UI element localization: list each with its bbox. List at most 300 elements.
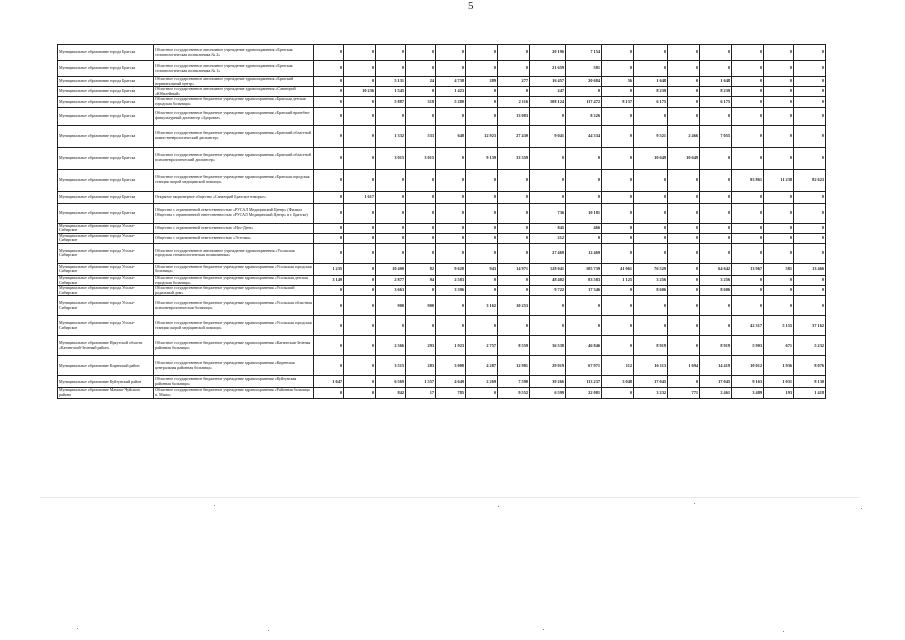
value-cell: 0 <box>466 233 498 243</box>
value-cell: 0 <box>498 286 530 296</box>
value-cell: 0 <box>344 275 376 285</box>
value-cell: 0 <box>668 87 700 97</box>
value-cell: 0 <box>732 97 764 107</box>
value-cell: 0 <box>602 87 634 97</box>
value-cell: 0 <box>530 169 566 191</box>
value-cell: 128 041 <box>530 263 566 275</box>
value-cell: 8 919 <box>634 336 668 356</box>
value-cell: 0 <box>566 233 602 243</box>
value-cell: 6 599 <box>530 388 566 398</box>
value-cell: 0 <box>314 61 344 77</box>
municipality-cell: Муниципальное образование города Братска <box>58 77 154 87</box>
value-cell: 0 <box>794 203 826 223</box>
value-cell: 0 <box>314 125 344 147</box>
value-cell: 27 469 <box>530 243 566 263</box>
value-cell: 1 332 <box>376 125 406 147</box>
value-cell: 10 649 <box>634 147 668 169</box>
value-cell: 0 <box>566 147 602 169</box>
value-cell: 0 <box>794 275 826 285</box>
value-cell: 0 <box>668 45 700 61</box>
value-cell: 0 <box>700 61 732 77</box>
value-cell: 0 <box>498 203 530 223</box>
value-cell: 0 <box>794 296 826 316</box>
municipality-cell: Муниципальное образование города Усолье-Сибирское <box>58 286 154 296</box>
value-cell: 0 <box>794 107 826 125</box>
organization-cell: Областное государственное бюджетное учреждение здравоохранения «Киренская центральная районная больница» <box>154 356 314 376</box>
value-cell: 0 <box>344 77 376 87</box>
value-cell: 12 469 <box>566 243 602 263</box>
value-cell: 0 <box>602 243 634 263</box>
value-cell: 0 <box>602 316 634 336</box>
table-row <box>58 376 826 388</box>
table-row <box>58 191 826 203</box>
value-cell: 0 <box>668 77 700 87</box>
value-cell: 0 <box>794 45 826 61</box>
value-cell: 0 <box>566 191 602 203</box>
municipality-cell: Муниципальное образование города Усолье-Сибирское <box>58 316 154 336</box>
value-cell: 0 <box>602 296 634 316</box>
value-cell: 1 418 <box>794 388 826 398</box>
value-cell: 82 <box>406 263 436 275</box>
value-cell: 0 <box>466 87 498 97</box>
value-cell: 5 280 <box>436 97 466 107</box>
value-cell: 3 663 <box>376 286 406 296</box>
value-cell: 0 <box>764 296 794 316</box>
organization-cell: Общество с ограниченной ответственностью «РУСАЛ Медицинский Центр» (Филиал Общества с ограниченной ответственностью «РУСАЛ Медицинский Центр» в г. Братске) <box>154 203 314 223</box>
value-cell: 17 346 <box>566 286 602 296</box>
value-cell: 20 684 <box>566 77 602 87</box>
municipality-cell: Муниципальное образование Мамско-Чуйского района <box>58 388 154 398</box>
value-cell: 0 <box>732 223 764 233</box>
value-cell: 0 <box>376 45 406 61</box>
value-cell: 0 <box>794 87 826 97</box>
value-cell: 0 <box>406 87 436 97</box>
value-cell: 3 515 <box>376 356 406 376</box>
value-cell: 0 <box>406 316 436 336</box>
value-cell: 0 <box>732 203 764 223</box>
value-cell: 0 <box>436 233 466 243</box>
value-cell: 0 <box>602 336 634 356</box>
value-cell: 0 <box>668 296 700 316</box>
value-cell: 0 <box>634 61 668 77</box>
value-cell: 581 <box>764 263 794 275</box>
value-cell: 10 400 <box>376 263 406 275</box>
value-cell: 0 <box>344 336 376 356</box>
value-cell: 0 <box>764 107 794 125</box>
value-cell: 0 <box>602 388 634 398</box>
value-cell: 13 967 <box>732 263 764 275</box>
value-cell: 0 <box>732 125 764 147</box>
value-cell: 943 <box>466 263 498 275</box>
value-cell: 293 <box>406 336 436 356</box>
organization-cell: Областное государственное бюджетное учреждение здравоохранения «Усольская областная психоневрологическая больница» <box>154 296 314 316</box>
value-cell: 1 648 <box>700 77 732 87</box>
value-cell: 0 <box>376 243 406 263</box>
value-cell: 112 <box>602 356 634 376</box>
value-cell: 0 <box>794 77 826 87</box>
municipality-cell: Муниципальное образование города Усолье-Сибирское <box>58 233 154 243</box>
municipality-cell: Муниципальное образование города Братска <box>58 125 154 147</box>
value-cell: 3 489 <box>732 388 764 398</box>
value-cell: 44 334 <box>566 125 602 147</box>
municipality-cell: Муниципальное образование города Усолье-Сибирское <box>58 275 154 285</box>
organization-cell: Областное государственное бюджетное учреждение здравоохранения «Районная больница п. Мама» <box>154 388 314 398</box>
value-cell: 29 919 <box>530 356 566 376</box>
value-cell: 0 <box>794 191 826 203</box>
value-cell: 0 <box>668 97 700 107</box>
value-cell: 2 116 <box>498 97 530 107</box>
value-cell: 0 <box>466 107 498 125</box>
value-cell: 581 <box>566 61 602 77</box>
value-cell: 2 757 <box>466 336 498 356</box>
value-cell: 0 <box>732 107 764 125</box>
value-cell: 0 <box>794 243 826 263</box>
value-cell: 33 359 <box>498 147 530 169</box>
value-cell: 2 461 <box>700 388 732 398</box>
value-cell: 0 <box>344 233 376 243</box>
value-cell: 0 <box>344 376 376 388</box>
value-cell: 0 <box>602 45 634 61</box>
value-cell: 0 <box>794 286 826 296</box>
value-cell: 0 <box>732 275 764 285</box>
value-cell: 0 <box>406 61 436 77</box>
value-cell: 0 <box>344 203 376 223</box>
table-row <box>58 77 826 87</box>
value-cell: 1 694 <box>668 356 700 376</box>
value-cell: 14 419 <box>700 356 732 376</box>
value-cell: 17 045 <box>634 376 668 388</box>
value-cell: 0 <box>314 203 344 223</box>
value-cell: 0 <box>466 388 498 398</box>
organization-cell: Областное государственное бюджетное учреждение здравоохранения «Братский врачебно-физкультурный диспансер «Здоровье» <box>154 107 314 125</box>
value-cell: 108 124 <box>530 97 566 107</box>
value-cell: 0 <box>498 233 530 243</box>
value-cell: 3 256 <box>634 275 668 285</box>
value-cell: 39 266 <box>530 376 566 388</box>
table-row <box>58 147 826 169</box>
value-cell: 0 <box>314 77 344 87</box>
value-cell: 0 <box>314 191 344 203</box>
value-cell: 0 <box>344 296 376 316</box>
value-cell: 0 <box>530 296 566 316</box>
value-cell: 8 239 <box>700 87 732 97</box>
municipality-cell: Муниципальное образование города Усолье-Сибирское <box>58 223 154 233</box>
value-cell: 0 <box>376 107 406 125</box>
value-cell: 0 <box>344 356 376 376</box>
value-cell: 9 139 <box>466 147 498 169</box>
organization-cell: Областное государственное автономное учреждение здравоохранения «Усольская городская стоматологическая поликлиника» <box>154 243 314 263</box>
value-cell: 105 739 <box>566 263 602 275</box>
value-cell: 0 <box>466 275 498 285</box>
value-cell: 0 <box>498 87 530 97</box>
value-cell: 10 012 <box>732 356 764 376</box>
value-cell: 0 <box>498 243 530 263</box>
value-cell: 8 606 <box>634 286 668 296</box>
value-cell: 4 649 <box>436 376 466 388</box>
municipality-cell: Муниципальное образование города Братска <box>58 147 154 169</box>
value-cell: 0 <box>732 243 764 263</box>
value-cell: 0 <box>376 233 406 243</box>
value-cell: 1 235 <box>314 263 344 275</box>
value-cell: 8 130 <box>794 376 826 388</box>
value-cell: 117 472 <box>566 97 602 107</box>
value-cell: 9 521 <box>634 125 668 147</box>
value-cell: 16 113 <box>634 356 668 376</box>
data-table <box>57 44 826 399</box>
value-cell: 4 287 <box>466 356 498 376</box>
value-cell: 0 <box>436 203 466 223</box>
value-cell: 64 642 <box>700 263 732 275</box>
value-cell: 5 903 <box>732 336 764 356</box>
value-cell: 113 237 <box>566 376 602 388</box>
value-cell: 0 <box>634 223 668 233</box>
value-cell: 0 <box>764 233 794 243</box>
organization-cell: Областное государственное бюджетное учреждение здравоохранения «Усольская детская городская больница» <box>154 275 314 285</box>
value-cell: 12 981 <box>498 356 530 376</box>
value-cell: 0 <box>602 286 634 296</box>
value-cell: 0 <box>764 77 794 87</box>
value-cell: 42 317 <box>732 316 764 336</box>
organization-cell: Областное государственное бюджетное учреждение здравоохранения «Усольский родильный дом» <box>154 286 314 296</box>
value-cell: 5 131 <box>376 77 406 87</box>
value-cell: 6 175 <box>700 97 732 107</box>
value-cell: 0 <box>732 147 764 169</box>
value-cell: 0 <box>668 376 700 388</box>
value-cell: 37 162 <box>794 316 826 336</box>
value-cell: 0 <box>314 97 344 107</box>
value-cell: 41 061 <box>602 263 634 275</box>
value-cell: 82 623 <box>794 169 826 191</box>
table-row <box>58 169 826 191</box>
value-cell: 0 <box>530 107 566 125</box>
value-cell: 0 <box>700 203 732 223</box>
table-row <box>58 316 826 336</box>
value-cell: 0 <box>344 169 376 191</box>
value-cell: 0 <box>634 169 668 191</box>
value-cell: 9 041 <box>530 125 566 147</box>
value-cell: 0 <box>436 243 466 263</box>
value-cell: 277 <box>498 77 530 87</box>
value-cell: 0 <box>602 223 634 233</box>
value-cell: 1 031 <box>764 376 794 388</box>
value-cell: 0 <box>794 61 826 77</box>
value-cell: 0 <box>764 275 794 285</box>
value-cell: 0 <box>314 296 344 316</box>
value-cell: 0 <box>344 107 376 125</box>
value-cell: 0 <box>314 107 344 125</box>
value-cell: 0 <box>668 286 700 296</box>
value-cell: 0 <box>436 296 466 316</box>
value-cell: 0 <box>700 296 732 316</box>
value-cell: 0 <box>466 203 498 223</box>
value-cell: 0 <box>466 61 498 77</box>
value-cell: 0 <box>376 191 406 203</box>
value-cell: 0 <box>314 169 344 191</box>
scan-dot <box>77 628 78 629</box>
value-cell: 10 649 <box>668 147 700 169</box>
value-cell: 0 <box>436 45 466 61</box>
municipality-cell: Муниципальное образование города Усолье-Сибирское <box>58 243 154 263</box>
value-cell: 8 919 <box>700 336 732 356</box>
value-cell: 36 538 <box>530 336 566 356</box>
value-cell: 0 <box>498 61 530 77</box>
value-cell: 9 628 <box>436 263 466 275</box>
table-row <box>58 388 826 398</box>
value-cell: 0 <box>436 107 466 125</box>
value-cell: 0 <box>314 286 344 296</box>
value-cell: 0 <box>314 316 344 336</box>
value-cell: 0 <box>700 147 732 169</box>
value-cell: 1 648 <box>634 77 668 87</box>
municipality-cell: Муниципальное образование города Братска <box>58 169 154 191</box>
value-cell: 0 <box>466 45 498 61</box>
value-cell: 247 <box>530 87 566 97</box>
value-cell: 17 <box>406 388 436 398</box>
value-cell: 0 <box>344 125 376 147</box>
value-cell: 0 <box>764 125 794 147</box>
value-cell: 0 <box>314 233 344 243</box>
value-cell: 0 <box>668 169 700 191</box>
table-row <box>58 203 826 223</box>
value-cell: 193 <box>764 388 794 398</box>
value-cell: 0 <box>314 243 344 263</box>
table-row <box>58 45 826 61</box>
value-cell: 0 <box>634 191 668 203</box>
value-cell: 0 <box>498 191 530 203</box>
value-cell: 900 <box>406 296 436 316</box>
value-cell: 0 <box>634 107 668 125</box>
value-cell: 1 647 <box>314 376 344 388</box>
value-cell: 0 <box>732 87 764 97</box>
value-cell: 0 <box>344 286 376 296</box>
value-cell: 17 045 <box>700 376 732 388</box>
value-cell: 0 <box>732 296 764 316</box>
table-row <box>58 336 826 356</box>
value-cell: 0 <box>668 203 700 223</box>
value-cell: 3 015 <box>376 147 406 169</box>
value-cell: 24 <box>406 77 436 87</box>
municipality-cell: Муниципальное образование города Братска <box>58 107 154 125</box>
organization-cell: Областное государственное бюджетное учреждение здравоохранения «Братская детская городская больница» <box>154 97 314 107</box>
value-cell: 0 <box>344 45 376 61</box>
value-cell: 0 <box>406 243 436 263</box>
value-cell: 212 <box>530 233 566 243</box>
municipality-cell: Муниципальное образование города Братска <box>58 87 154 97</box>
value-cell: 0 <box>700 233 732 243</box>
value-cell: 0 <box>668 275 700 285</box>
value-cell: 0 <box>700 169 732 191</box>
value-cell: 0 <box>732 45 764 61</box>
value-cell: 0 <box>764 61 794 77</box>
value-cell: 20 196 <box>530 45 566 61</box>
value-cell: 0 <box>436 169 466 191</box>
organization-cell: Областное государственное автономное учреждение здравоохранения «Братская стоматологическая поликлиника № 1» <box>154 61 314 77</box>
organization-cell: Общество с ограниченной ответственностью «Эсттэма» <box>154 233 314 243</box>
value-cell: 16 457 <box>530 77 566 87</box>
value-cell: 671 <box>764 336 794 356</box>
scan-dot <box>498 506 499 507</box>
value-cell: 67 971 <box>566 356 602 376</box>
value-cell: 0 <box>732 61 764 77</box>
value-cell: 0 <box>376 223 406 233</box>
value-cell: 5 887 <box>376 97 406 107</box>
value-cell: 0 <box>406 203 436 223</box>
value-cell: 533 <box>406 125 436 147</box>
value-cell: 0 <box>700 191 732 203</box>
value-cell: 466 <box>566 223 602 233</box>
value-cell: 0 <box>794 97 826 107</box>
value-cell: 0 <box>634 296 668 316</box>
value-cell: 0 <box>406 169 436 191</box>
value-cell: 0 <box>406 223 436 233</box>
value-cell: 0 <box>634 233 668 243</box>
scan-dot <box>268 630 269 631</box>
value-cell: 3 396 <box>436 286 466 296</box>
value-cell: 0 <box>498 223 530 233</box>
value-cell: 0 <box>732 286 764 296</box>
value-cell: 3 232 <box>634 388 668 398</box>
value-cell: 0 <box>498 275 530 285</box>
value-cell: 10 253 <box>498 296 530 316</box>
table-row <box>58 286 826 296</box>
value-cell: 0 <box>436 191 466 203</box>
value-cell: 8 076 <box>794 356 826 376</box>
value-cell: 56 <box>602 77 634 87</box>
table-row <box>58 263 826 275</box>
value-cell: 22 081 <box>566 388 602 398</box>
value-cell: 10 236 <box>344 87 376 97</box>
value-cell: 0 <box>344 243 376 263</box>
value-cell: 3 015 <box>406 147 436 169</box>
value-cell: 0 <box>530 147 566 169</box>
value-cell: 0 <box>436 316 466 336</box>
value-cell: 0 <box>668 316 700 336</box>
value-cell: 0 <box>436 147 466 169</box>
value-cell: 6 175 <box>634 97 668 107</box>
value-cell: 0 <box>602 107 634 125</box>
value-cell: 785 <box>436 388 466 398</box>
value-cell: 10 181 <box>566 203 602 223</box>
value-cell: 2 366 <box>376 336 406 356</box>
value-cell: 5 232 <box>794 336 826 356</box>
value-cell: 0 <box>668 233 700 243</box>
value-cell: 2 269 <box>466 376 498 388</box>
value-cell: 0 <box>602 169 634 191</box>
value-cell: 0 <box>314 87 344 97</box>
value-cell: 11 238 <box>764 169 794 191</box>
table-row <box>58 61 826 77</box>
value-cell: 0 <box>764 147 794 169</box>
value-cell: 0 <box>566 87 602 97</box>
organization-cell: Областное государственное бюджетное учреждение здравоохранения «Братский областной кожно-венерологический диспансер» <box>154 125 314 147</box>
value-cell: 0 <box>764 223 794 233</box>
value-cell: 3 048 <box>602 376 634 388</box>
value-cell: 0 <box>314 45 344 61</box>
value-cell: 0 <box>732 191 764 203</box>
organization-cell: Открытое акционерное общество «Санаторий Братское взморье» <box>154 191 314 203</box>
value-cell: 0 <box>466 286 498 296</box>
value-cell: 1 545 <box>376 87 406 97</box>
value-cell: 0 <box>764 203 794 223</box>
value-cell: 0 <box>376 169 406 191</box>
value-cell: 0 <box>314 356 344 376</box>
value-cell: 1 617 <box>344 191 376 203</box>
value-cell: 0 <box>466 191 498 203</box>
value-cell: 1 125 <box>602 275 634 285</box>
value-cell: 900 <box>376 296 406 316</box>
value-cell: 0 <box>602 233 634 243</box>
value-cell: 12 923 <box>466 125 498 147</box>
